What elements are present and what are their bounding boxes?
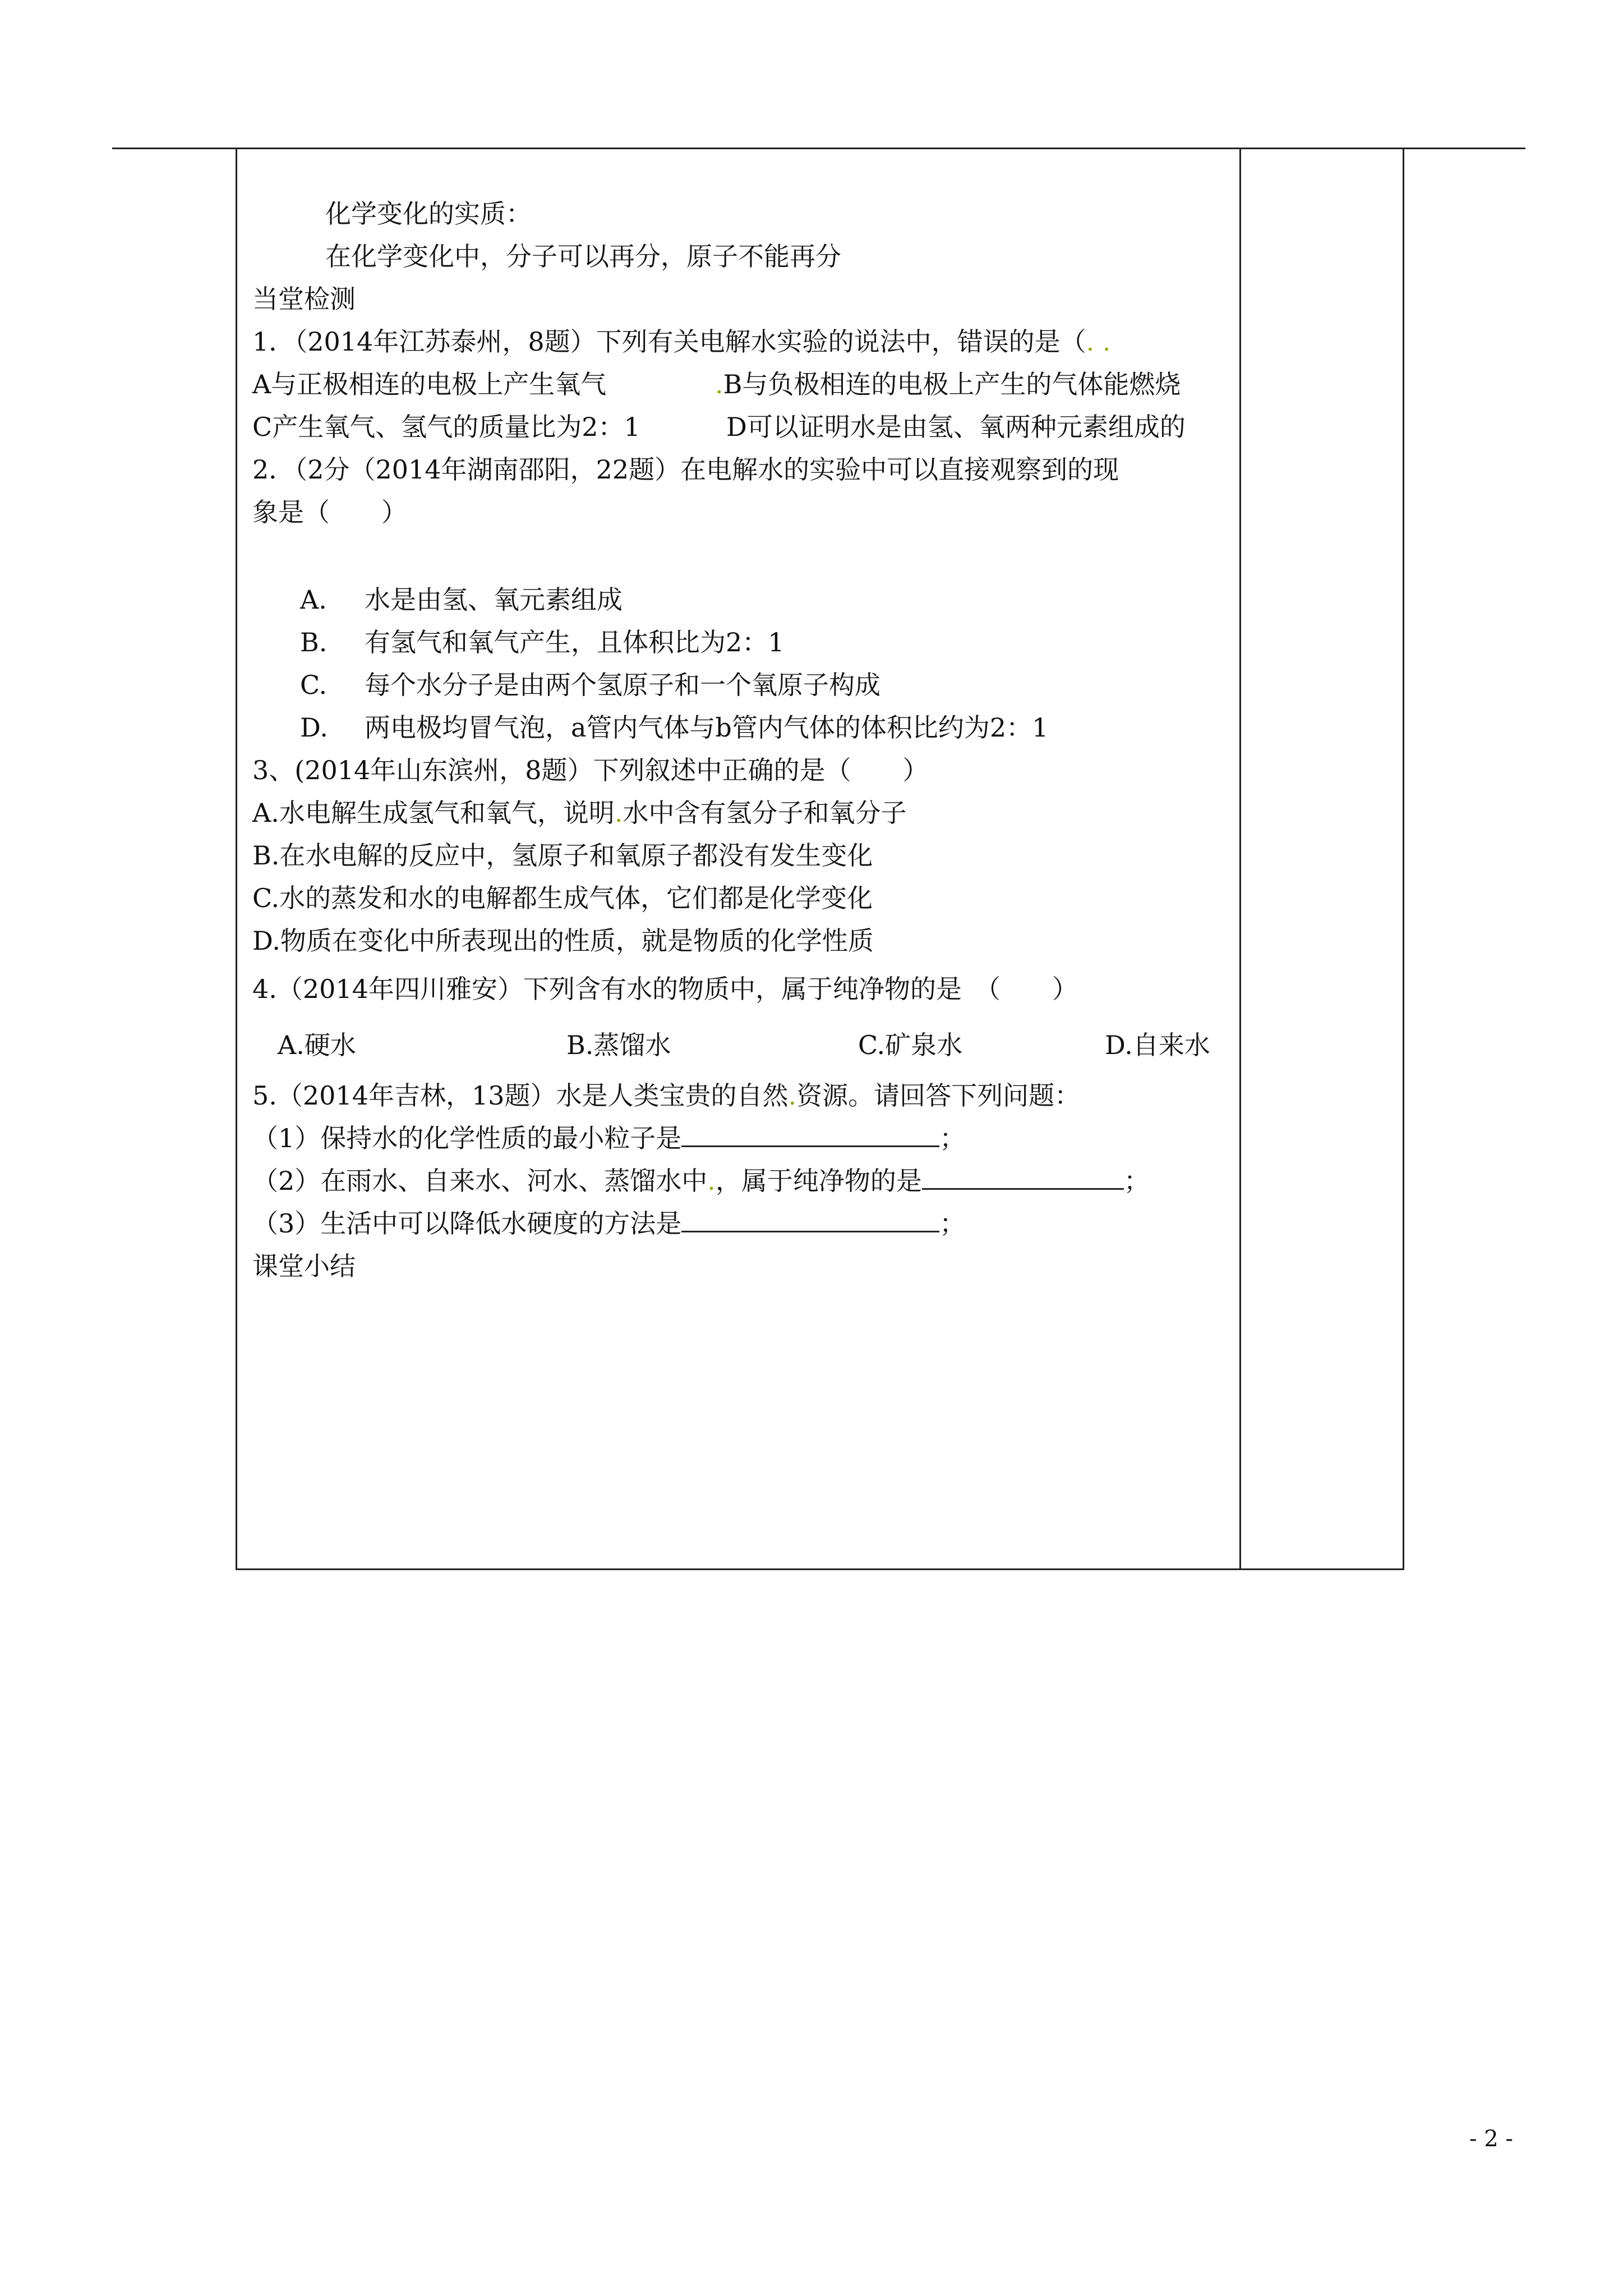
question-3-stem: 3、(2014年山东滨州，8题）下列叙述中正确的是（ ）: [252, 755, 929, 785]
question-3-option-c: C.水的蒸发和水的电解都生成气体，它们都是化学变化: [252, 883, 873, 913]
question-2-option-a: [300, 578, 623, 621]
question-4-option-a: A.硬水: [278, 1030, 356, 1060]
question-5-sub-2-mark: .: [707, 1166, 716, 1196]
summary-title: 课堂小结: [252, 1251, 356, 1281]
question-2-option-a-label: A.: [300, 585, 327, 615]
question-3-option-b: B.在水电解的反应中，氢原子和氧原子都没有发生变化: [252, 840, 873, 871]
main-content-cell: [236, 148, 1239, 1570]
question-5-stem-mark: .: [788, 1080, 797, 1111]
question-1-option-a: A与正极相连的电极上产生氧气: [252, 369, 607, 399]
question-5-sub-3: [252, 1202, 965, 1245]
question-2-option-c-text: 每个水分子是由两个氢原子和一个氧原子构成: [365, 670, 880, 700]
question-2-stem-line-2: 象是（ ）: [252, 497, 407, 527]
question-5-sub-3-end: ；: [939, 1208, 966, 1239]
question-1-stem-text: 1．（2014年江苏泰州，8题）下列有关电解水实验的说法中，错误的是（: [252, 326, 1086, 357]
answer-blank-2[interactable]: [922, 1162, 1124, 1190]
question-1-option-c: C产生氧气、氢气的质量比为2：1: [252, 412, 640, 442]
page-number: - 2 -: [1469, 2126, 1513, 2152]
section-title: 当堂检测: [252, 284, 356, 314]
question-2-option-b-text: 有氢气和氧气产生，且体积比为2：1: [365, 627, 785, 657]
question-2-stem-line-1: 2．（2分（2014年湖南邵阳，22题）在电解水的实验中可以直接观察到的现: [252, 454, 1119, 485]
question-1-option-d: D可以证明水是由氢、氧两种元素组成的: [726, 412, 1186, 442]
intro-heading: 化学变化的实质：: [325, 199, 532, 229]
question-5-sub-2-part2: ，属于纯净物的是: [715, 1166, 922, 1196]
question-4-stem: 4.（2014年四川雅安）下列含有水的物质中，属于纯净物的是 （ ）: [252, 974, 1078, 1004]
question-1-stem: [252, 320, 1110, 363]
answer-blank-1[interactable]: [681, 1120, 939, 1147]
table-column-divider: [1239, 148, 1241, 1570]
question-1-option-b: [715, 363, 1181, 406]
question-2-option-c-label: C.: [300, 670, 328, 700]
question-2-option-d-label: D.: [300, 712, 328, 743]
question-2-option-d-text: 两电极均冒气泡，a管内气体与b管内气体的体积比约为2：1: [365, 712, 1049, 743]
question-3-option-a-mark: .: [614, 798, 623, 828]
question-1-mark: . .: [1086, 326, 1111, 357]
question-5-sub-2-part1: （2）在雨水、自来水、河水、蒸馏水中: [252, 1166, 708, 1196]
question-5-sub-3-text: （3）生活中可以降低水硬度的方法是: [252, 1208, 682, 1239]
question-3-option-d: D.物质在变化中所表现出的性质，就是物质的化学性质: [252, 926, 874, 956]
question-5-sub-2: [252, 1159, 1150, 1202]
question-2-option-c: [300, 664, 880, 706]
question-5-stem-part2: 资源。请回答下列问题：: [796, 1080, 1081, 1111]
question-5-stem-part1: 5.（2014年吉林，13题）水是人类宝贵的自然: [252, 1080, 789, 1111]
question-2-option-b: [300, 621, 785, 664]
question-5-sub-1-text: （1）保持水的化学性质的最小粒子是: [252, 1123, 682, 1153]
question-1-option-b-text: B与负极相连的电极上产生的气体能燃烧: [723, 369, 1181, 399]
intro-statement: 在化学变化中，分子可以再分，原子不能再分: [325, 241, 841, 272]
question-4-option-d: D.自来水: [1105, 1030, 1210, 1060]
question-5-sub-1: [252, 1117, 965, 1159]
question-2-option-b-label: B.: [300, 627, 328, 657]
question-2-option-a-text: 水是由氢、氧元素组成: [365, 585, 623, 615]
question-5-sub-2-end: ；: [1123, 1166, 1150, 1196]
answer-blank-3[interactable]: [681, 1205, 939, 1232]
question-3-option-a-part1: A.水电解生成氢气和氧气，说明: [252, 798, 615, 828]
question-2-option-d: [300, 706, 1049, 749]
question-3-option-a-part2: 水中含有氢分子和氧分子: [623, 798, 907, 828]
question-5-sub-1-end: ；: [939, 1123, 966, 1153]
question-3-option-a: [252, 792, 906, 834]
question-1-option-b-mark: .: [715, 369, 723, 399]
question-5-stem: [252, 1074, 1080, 1117]
question-4-option-b: B.蒸馏水: [566, 1030, 671, 1060]
question-4-option-c: C.矿泉水: [858, 1030, 963, 1060]
